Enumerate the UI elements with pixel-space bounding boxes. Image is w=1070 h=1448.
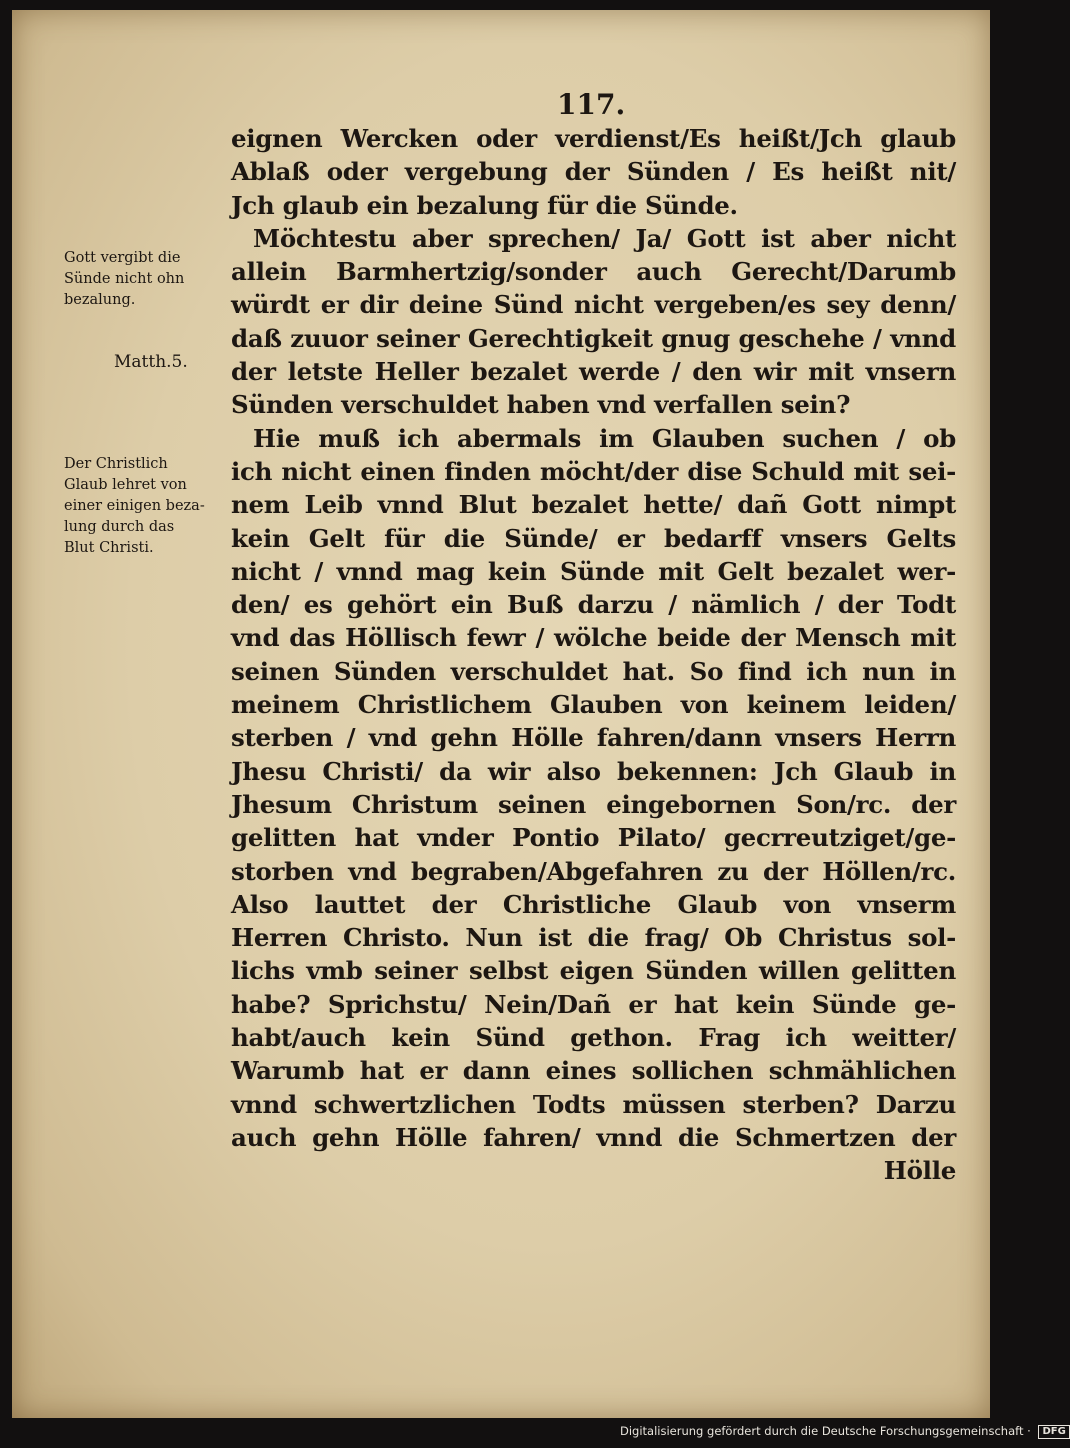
text-line: Herren Christo. Nun ist die frag/ Ob Christus sol- — [231, 923, 956, 953]
catchword: Hölle — [883, 1156, 956, 1186]
text-line: daß zuuor seiner Gerechtigkeit gnug geschehe / vnnd — [231, 323, 956, 353]
margin-note-line: bezalung. — [64, 292, 136, 308]
margin-note-reference — [114, 352, 188, 373]
text-line: vnd das Höllisch fewr / wölche beide der Mensch mit — [231, 623, 956, 653]
text-line: Jhesum Christum seinen eingebornen Son/rc. der — [231, 789, 956, 819]
book-page — [12, 10, 990, 1418]
text-line: Sünden verschuldet haben vnd verfallen sein? — [231, 390, 851, 420]
text-line: eignen Wercken oder verdienst/Es heißt/Jch glaub — [231, 124, 956, 153]
text-line: lichs vmb seiner selbst eigen Sünden willen gelitten — [231, 956, 956, 986]
text-line: Jch glaub ein bezalung für die Sünde. — [231, 190, 738, 220]
text-line: Ablaß oder vergebung der Sünden / Es heißt nit/ — [231, 157, 956, 187]
text-line: meinem Christlichem Glauben von keinem leiden/ — [231, 690, 956, 720]
margin-note-line: Glaub lehret von — [64, 477, 187, 493]
page-number: 117. — [557, 88, 626, 121]
margin-note-line: Sünde nicht ohn — [64, 271, 185, 287]
text-line: Jhesu Christi/ da wir also bekennen: Jch Glaub in — [231, 756, 956, 786]
dfg-logo-icon: DFG — [1038, 1425, 1069, 1439]
text-line: den/ es gehört ein Buß darzu / nämlich / der Todt — [231, 590, 956, 620]
text-line: Hie muß ich abermals im Glauben suchen / ob — [253, 423, 956, 453]
funding-footer — [620, 1424, 1070, 1439]
text-line: habt/auch kein Sünd gethon. Frag ich weitter/ — [231, 1023, 956, 1053]
text-line: storben vnd begraben/Abgefahren zu der Höllen/rc. — [231, 856, 956, 886]
footer-text: Digitalisierung gefördert durch die Deutsche Forschungsgemeinschaft · — [620, 1424, 1031, 1438]
text-line: ich nicht einen finden möcht/der dise Schuld mit sei- — [231, 456, 956, 486]
margin-note-faith — [64, 454, 205, 559]
text-line: kein Gelt für die Sünde/ er bedarff vnsers Gelts — [231, 523, 956, 553]
margin-note-forgiveness — [64, 248, 184, 311]
margin-note-line: Gott vergibt die — [64, 250, 181, 266]
text-line: vnnd schwertzlichen Todts müssen sterben? Darzu — [231, 1089, 956, 1119]
text-line: seinen Sünden verschuldet hat. So find ich nun in — [231, 656, 956, 686]
margin-note-line: Der Christlich — [64, 456, 168, 472]
text-line: Möchtestu aber sprechen/ Ja/ Gott ist aber nicht — [253, 223, 956, 253]
text-line: allein Barmhertzig/sonder auch Gerecht/Darumb — [231, 257, 956, 287]
text-line: nem Leib vnnd Blut bezalet hette/ dañ Gott nimpt — [231, 490, 956, 520]
text-line: Warumb hat er dann eines sollichen schmählichen — [231, 1056, 956, 1086]
text-line: der letste Heller bezalet werde / den wir mit vnsern — [231, 357, 956, 387]
margin-note-line: lung durch das — [64, 519, 175, 535]
text-line: sterben / vnd gehn Hölle fahren/dann vnsers Herrn — [231, 723, 956, 753]
text-line: habe? Sprichstu/ Nein/Dañ er hat kein Sünde ge- — [231, 989, 956, 1019]
margin-note-line: Blut Christi. — [64, 540, 154, 556]
main-text-block — [231, 122, 956, 1188]
margin-note-line: Matth.5. — [114, 352, 188, 372]
text-line: Also lauttet der Christliche Glaub von vnserm — [231, 889, 956, 919]
text-line: würdt er dir deine Sünd nicht vergeben/es sey denn/ — [231, 290, 956, 320]
text-line: nicht / vnnd mag kein Sünde mit Gelt bezalet wer- — [231, 556, 956, 586]
text-line: auch gehn Hölle fahren/ vnnd die Schmertzen der — [231, 1122, 956, 1152]
margin-note-line: einer einigen beza- — [64, 498, 205, 514]
text-line: gelitten hat vnder Pontio Pilato/ gecrreutziget/ge- — [231, 823, 956, 853]
